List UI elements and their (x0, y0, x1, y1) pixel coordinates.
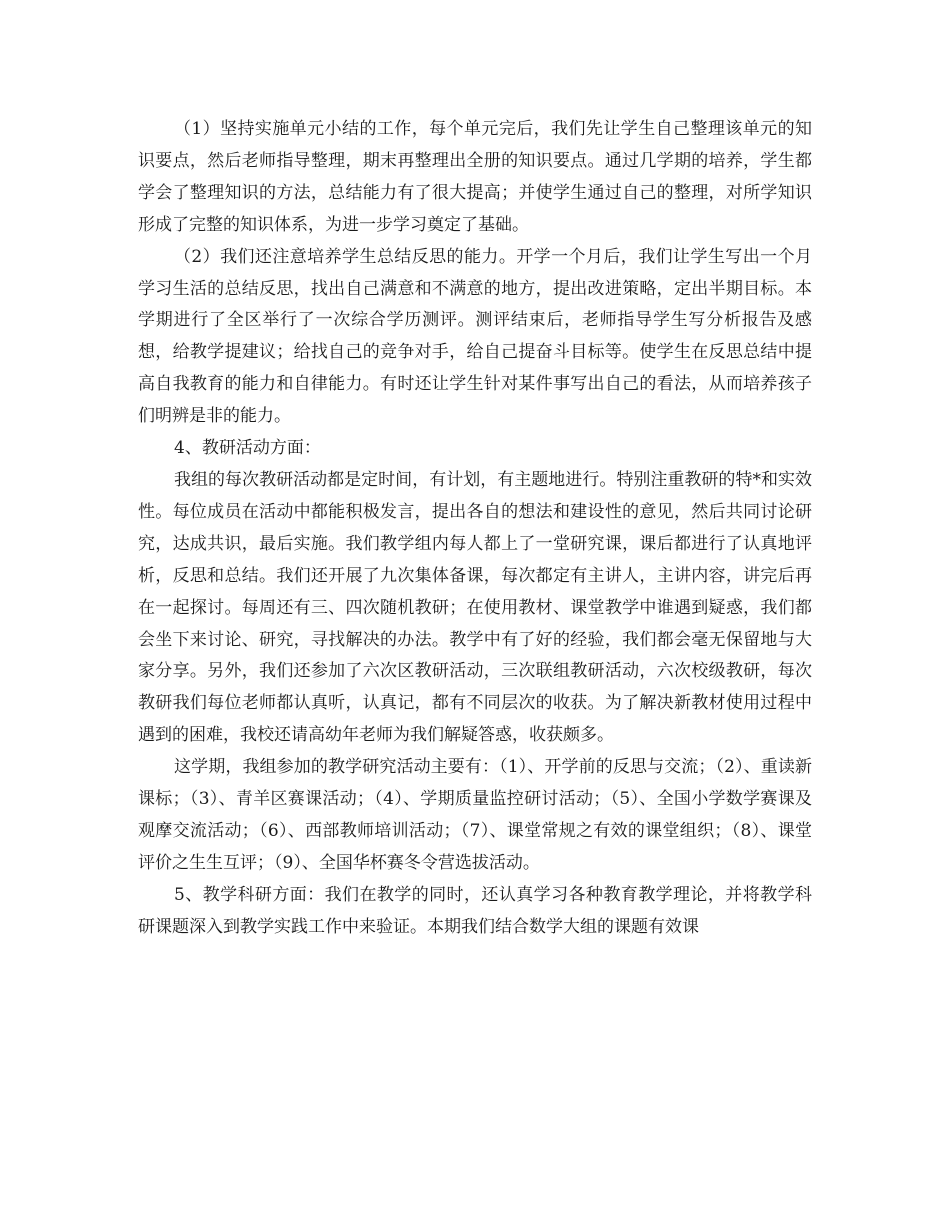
paragraph-unit-summary: （1）坚持实施单元小结的工作，每个单元完后，我们先让学生自己整理该单元的知识要点，然后老师指导整理，期末再整理出全册的知识要点。通过几学期的培养，学生都学会了整理知识的方法，总结能力有了很大提高；并使学生通过自己的整理，对所学知识形成了完整的知识体系，为进一步学习奠定了基础。 (138, 119, 812, 235)
document-body (138, 114, 812, 944)
paragraph-scientific-research: 5、教学科研方面：我们在教学的同时，还认真学习各种教育教学理论，并将教学科研课题深入到教学实践工作中来验证。本期我们结合数学大组的课题有效课 (138, 884, 812, 937)
paragraph-teaching-research-activities: 我组的每次教研活动都是定时间，有计划，有主题地进行。特别注重教研的特*和实效性。每位成员在活动中都能积极发言，提出各自的想法和建设性的意见，然后共同讨论研究，达成共识，最后实施。我们教学组内每人都上了一堂研究课，课后都进行了认真地评析，反思和总结。我们还开展了九次集体备课，每次都定有主讲人，主讲内容，讲完后再在一起探讨。每周还有三、四次随机教研；在使用教材、课堂教学中谁遇到疑惑，我们都会坐下来讨论、研究，寻找解决的办法。教学中有了好的经验，我们都会毫无保留地与大家分享。另外，我们还参加了六次区教研活动，三次联组教研活动，六次校级教研，每次教研我们每位老师都认真听，认真记，都有不同层次的收获。为了解决新教材使用过程中遇到的困难，我校还请高幼年老师为我们解疑答惑，收获颇多。 (138, 469, 812, 746)
section-heading-teaching-research: 4、教研活动方面： (174, 438, 321, 459)
paragraph-reflection-ability: （2）我们还注意培养学生总结反思的能力。开学一个月后，我们让学生写出一个月学习生活的总结反思，找出自己满意和不满意的地方，提出改进策略，定出半期目标。本学期进行了全区举行了一次综合学历测评。测评结束后，老师指导学生写分析报告及感想，给教学提建议；给找自己的竞争对手，给自己提奋斗目标等。使学生在反思总结中提高自我教育的能力和自律能力。有时还让学生针对某件事写出自己的看法，从而培养孩子们明辨是非的能力。 (138, 246, 812, 427)
paragraph-research-activity-list: 这学期，我组参加的教学研究活动主要有：（1）、开学前的反思与交流；（2）、重读新课标；（3）、青羊区赛课活动；（4）、学期质量监控研讨活动；（5）、全国小学数学赛课及观摩交流活动；（6）、西部教师培训活动；（7）、课堂常规之有效的课堂组织；（8）、课堂评价之生生互评；（9）、全国华杯赛冬令营选拔活动。 (138, 757, 812, 873)
